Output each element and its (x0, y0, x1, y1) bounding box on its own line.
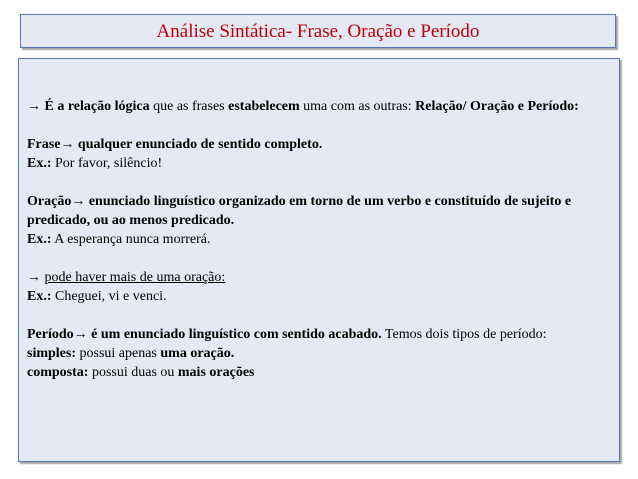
simples-text: possui apenas (76, 346, 161, 361)
periodo-heading: Período→ é um enunciado linguístico com sentido acabado. (27, 327, 382, 342)
composta-text: possui duas ou (88, 365, 178, 380)
frase-ex-label: Ex.: (27, 156, 52, 171)
intro-paragraph (27, 97, 611, 116)
intro-arrow: → (27, 99, 45, 114)
oracao-ex-label: Ex.: (27, 232, 52, 247)
content-box (18, 58, 620, 462)
composta-line (27, 363, 611, 382)
frase-heading (27, 135, 611, 154)
intro-text-1: que as frases (149, 99, 229, 114)
frase-example (27, 154, 611, 173)
multi-ex-text: Cheguei, vi e venci. (51, 289, 167, 304)
composta-label: composta: (27, 365, 89, 380)
intro-bold-2: estabelecem (228, 99, 300, 114)
oracao-example (27, 230, 611, 249)
multi-underlined: pode haver mais de uma oração: (44, 270, 226, 285)
multi-ex-label: Ex.: (27, 289, 52, 304)
oracao-heading-text: Oração→ enunciado linguístico organizado em torno de um verbo e constituído de sujeito e predicado, ou ao menos predicado. (27, 194, 572, 228)
oracao-heading (27, 192, 611, 230)
multi-arrow: → (27, 270, 45, 285)
composta-bold: mais orações (177, 365, 255, 380)
intro-bold-3: Relação/ Oração e Período: (415, 99, 579, 114)
page-title: Análise Sintática- Frase, Oração e Período (156, 21, 480, 42)
multi-line (27, 268, 611, 287)
simples-bold: uma oração. (160, 346, 235, 361)
title-box (20, 14, 616, 48)
content-text (27, 97, 611, 382)
simples-line (27, 344, 611, 363)
frase-heading-text: Frase→ qualquer enunciado de sentido completo. (27, 137, 323, 152)
simples-label: simples: (27, 346, 76, 361)
intro-bold-1: É a relação lógica (44, 99, 150, 114)
oracao-ex-text: A esperança nunca morrerá. (51, 232, 211, 247)
periodo-paragraph (27, 325, 611, 344)
multi-example (27, 287, 611, 306)
periodo-text: Temos dois tipos de período: (381, 327, 547, 342)
frase-ex-text: Por favor, silêncio! (51, 156, 163, 171)
intro-text-2: uma com as outras: (299, 99, 416, 114)
